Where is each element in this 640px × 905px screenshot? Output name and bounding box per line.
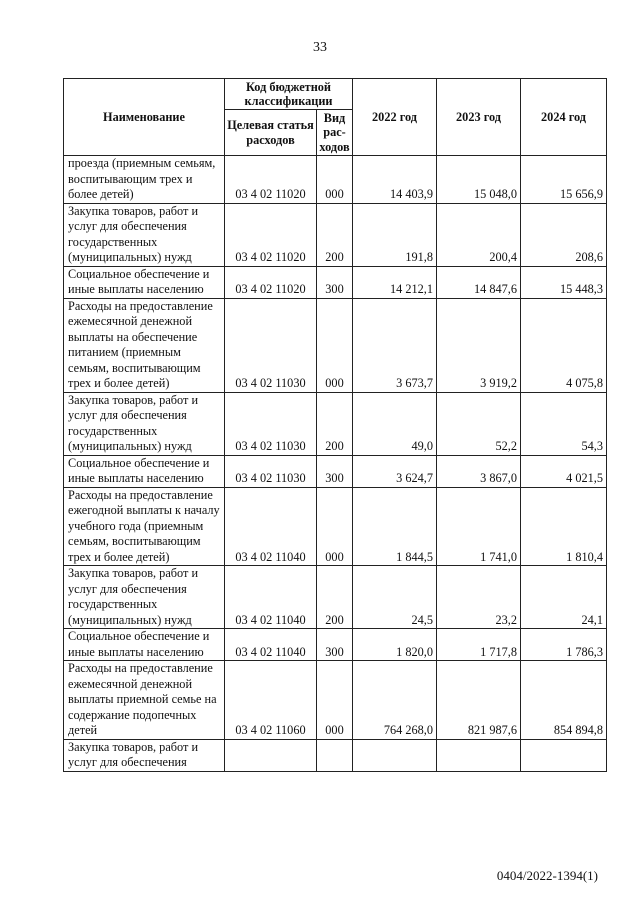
cell-kind: 300 (317, 455, 353, 487)
cell-v2022: 3 673,7 (353, 298, 437, 392)
cell-v2024: 4 075,8 (521, 298, 607, 392)
cell-code: 03 4 02 11060 (225, 661, 317, 740)
table-row (64, 487, 607, 566)
cell-code: 03 4 02 11030 (225, 392, 317, 455)
cell-v2022: 14 403,9 (353, 156, 437, 204)
cell-name: Социальное обеспечение и иные выплаты населению (64, 266, 225, 298)
budget-table (63, 78, 607, 772)
cell-v2022: 49,0 (353, 392, 437, 455)
cell-code: 03 4 02 11020 (225, 203, 317, 266)
cell-v2022: 3 624,7 (353, 455, 437, 487)
cell-kind: 000 (317, 487, 353, 566)
cell-kind: 200 (317, 203, 353, 266)
header-expense-kind: Вид рас-ходов (317, 110, 353, 156)
cell-kind: 200 (317, 392, 353, 455)
cell-v2024: 4 021,5 (521, 455, 607, 487)
cell-v2023: 3 867,0 (437, 455, 521, 487)
cell-code: 03 4 02 11030 (225, 298, 317, 392)
cell-name: проезда (приемным семьям, воспитывающим трех и более детей) (64, 156, 225, 204)
cell-code: 03 4 02 11040 (225, 629, 317, 661)
table-row (64, 455, 607, 487)
cell-v2023: 15 048,0 (437, 156, 521, 204)
cell-v2024 (521, 739, 607, 771)
cell-v2024: 24,1 (521, 566, 607, 629)
table-row (64, 566, 607, 629)
table-row (64, 156, 607, 204)
page-number: 33 (313, 40, 327, 55)
cell-code: 03 4 02 11040 (225, 566, 317, 629)
cell-v2022: 24,5 (353, 566, 437, 629)
cell-name: Расходы на предоставление ежемесячной денежной выплаты на обеспечение питанием (приемным семьям, воспитывающим трех и более детей) (64, 298, 225, 392)
cell-name: Социальное обеспечение и иные выплаты населению (64, 455, 225, 487)
cell-v2023: 3 919,2 (437, 298, 521, 392)
cell-v2023: 1 741,0 (437, 487, 521, 566)
cell-name: Закупка товаров, работ и услуг для обеспечения государственных (муниципальных) нужд (64, 566, 225, 629)
cell-v2023: 23,2 (437, 566, 521, 629)
cell-code: 03 4 02 11020 (225, 266, 317, 298)
cell-v2022: 191,8 (353, 203, 437, 266)
header-target-article: Целевая статья расходов (225, 110, 317, 156)
cell-name: Закупка товаров, работ и услуг для обеспечения (64, 739, 225, 771)
cell-code: 03 4 02 11030 (225, 455, 317, 487)
header-budget-code: Код бюджетной классификации (225, 79, 353, 110)
cell-v2022 (353, 739, 437, 771)
header-name: Наименование (64, 79, 225, 156)
table-row (64, 392, 607, 455)
cell-code: 03 4 02 11040 (225, 487, 317, 566)
cell-kind: 000 (317, 661, 353, 740)
cell-v2024: 54,3 (521, 392, 607, 455)
cell-v2024: 15 448,3 (521, 266, 607, 298)
table-row (64, 266, 607, 298)
cell-v2022: 1 820,0 (353, 629, 437, 661)
cell-v2024: 208,6 (521, 203, 607, 266)
table-row (64, 629, 607, 661)
cell-v2024: 1 786,3 (521, 629, 607, 661)
cell-name: Расходы на предоставление ежемесячной денежной выплаты приемной семье на содержание подопечных детей (64, 661, 225, 740)
cell-kind: 300 (317, 266, 353, 298)
cell-name: Закупка товаров, работ и услуг для обеспечения государственных (муниципальных) нужд (64, 203, 225, 266)
cell-name: Расходы на предоставление ежегодной выплаты к началу учебного года (приемным семьям, воспитывающим трех и более детей) (64, 487, 225, 566)
cell-v2022: 14 212,1 (353, 266, 437, 298)
table-row (64, 203, 607, 266)
cell-code: 03 4 02 11020 (225, 156, 317, 204)
document-code: 0404/2022-1394(1) (496, 868, 598, 883)
table-row (64, 661, 607, 740)
cell-kind: 300 (317, 629, 353, 661)
header-2024: 2024 год (521, 79, 607, 156)
cell-v2023: 200,4 (437, 203, 521, 266)
cell-v2024: 15 656,9 (521, 156, 607, 204)
cell-kind (317, 739, 353, 771)
cell-v2024: 854 894,8 (521, 661, 607, 740)
cell-v2022: 1 844,5 (353, 487, 437, 566)
cell-v2022: 764 268,0 (353, 661, 437, 740)
cell-kind: 000 (317, 156, 353, 204)
cell-code (225, 739, 317, 771)
header-2023: 2023 год (437, 79, 521, 156)
cell-v2023 (437, 739, 521, 771)
cell-v2023: 14 847,6 (437, 266, 521, 298)
header-2022: 2022 год (353, 79, 437, 156)
cell-name: Закупка товаров, работ и услуг для обеспечения государственных (муниципальных) нужд (64, 392, 225, 455)
cell-v2023: 52,2 (437, 392, 521, 455)
cell-kind: 200 (317, 566, 353, 629)
cell-v2023: 1 717,8 (437, 629, 521, 661)
cell-kind: 000 (317, 298, 353, 392)
table-body (64, 156, 607, 772)
table-row (64, 739, 607, 771)
table-row (64, 298, 607, 392)
cell-v2024: 1 810,4 (521, 487, 607, 566)
cell-name: Социальное обеспечение и иные выплаты населению (64, 629, 225, 661)
cell-v2023: 821 987,6 (437, 661, 521, 740)
